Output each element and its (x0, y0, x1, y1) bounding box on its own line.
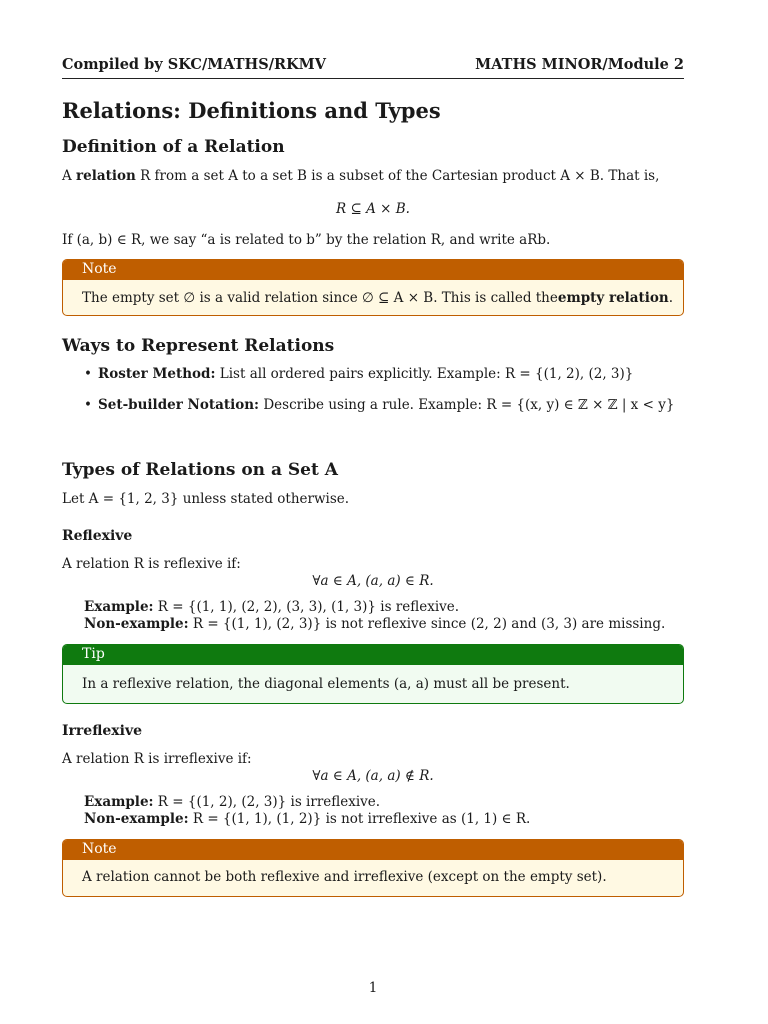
example-text: R = {(1, 1), (2, 2), (3, 3), (1, 3)} is reflexive. (153, 599, 460, 615)
reflexive-definition: A relation R is reflexive if: (62, 556, 241, 572)
note-bold: empty relation (557, 289, 669, 306)
note-body (63, 280, 683, 315)
example-text: R = {(1, 2), (2, 3)} is irreflexive. (153, 794, 381, 810)
bullet-roster (84, 366, 633, 382)
tip-box-reflexive (62, 644, 684, 704)
subsection-heading-irreflexive: Irreflexive (62, 723, 143, 739)
note-body: A relation cannot be both reflexive and irreflexive (except on the empty set). (82, 869, 607, 885)
reflexive-display-equation: ∀a ∈ A, (a, a) ∈ R. (312, 573, 434, 589)
note-text-a: The empty set ∅ is a valid relation since ∅ ⊆ A × B. This is called the (82, 289, 558, 306)
header-left: Compiled by SKC/MATHS/RKMV (62, 56, 326, 73)
related-paragraph: If (a, b) ∈ R, we say “a is related to b” by the relation R, and write aRb. (62, 232, 551, 248)
document-page (62, 0, 684, 1024)
types-intro: Let A = {1, 2, 3} unless stated otherwise. (62, 491, 350, 507)
section-heading-represent: Ways to Represent Relations (62, 336, 335, 356)
definition-paragraph (62, 168, 659, 184)
section-heading-types: Types of Relations on a Set A (62, 460, 338, 480)
note-box-reflexive-irreflexive (62, 839, 684, 897)
reflexive-example (84, 599, 459, 615)
header-rule (62, 78, 684, 79)
bullet-label: Set-builder Notation: (98, 397, 260, 413)
page-header (62, 56, 684, 73)
note-text-b: . (668, 289, 674, 306)
reflexive-nonexample (84, 616, 665, 632)
definition-text-b: R from a set A to a set B is a subset of the Cartesian product A × B. That is, (135, 168, 660, 184)
example-label: Example: (84, 794, 154, 810)
bullet-label: Roster Method: (98, 366, 216, 382)
note-box-empty-relation (62, 259, 684, 316)
nonexample-label: Non-example: (84, 811, 189, 827)
nonexample-text: R = {(1, 1), (2, 3)} is not reflexive since (2, 2) and (3, 3) are missing. (188, 616, 666, 632)
display-equation-subset: R ⊆ A × B. (336, 201, 410, 217)
irreflexive-display-equation: ∀a ∈ A, (a, a) ∉ R. (312, 768, 434, 784)
note-title: Note (63, 260, 683, 280)
page-number: 1 (368, 980, 378, 996)
tip-title: Tip (63, 645, 683, 665)
subsection-heading-reflexive: Reflexive (62, 528, 133, 544)
nonexample-text: R = {(1, 1), (1, 2)} is not irreflexive as (1, 1) ∈ R. (188, 811, 531, 827)
definition-text-a: A (62, 168, 77, 184)
irreflexive-definition: A relation R is irreflexive if: (62, 751, 252, 767)
bullet-text: Describe using a rule. Example: R = {(x, y) ∈ ℤ × ℤ | x < y} (259, 397, 675, 413)
irreflexive-nonexample (84, 811, 530, 827)
bullet-dot: • (84, 366, 92, 382)
bullet-set-builder (84, 397, 674, 413)
definition-bold-term: relation (76, 168, 136, 184)
tip-body: In a reflexive relation, the diagonal elements (a, a) must all be present. (82, 676, 570, 692)
example-label: Example: (84, 599, 154, 615)
section-heading-definition: Definition of a Relation (62, 137, 285, 157)
irreflexive-example (84, 794, 380, 810)
page-title: Relations: Definitions and Types (62, 98, 441, 123)
header-right: MATHS MINOR/Module 2 (475, 56, 684, 73)
nonexample-label: Non-example: (84, 616, 189, 632)
note-title: Note (63, 840, 683, 860)
bullet-text: List all ordered pairs explicitly. Example: R = {(1, 2), (2, 3)} (215, 366, 634, 382)
bullet-dot: • (84, 397, 92, 413)
